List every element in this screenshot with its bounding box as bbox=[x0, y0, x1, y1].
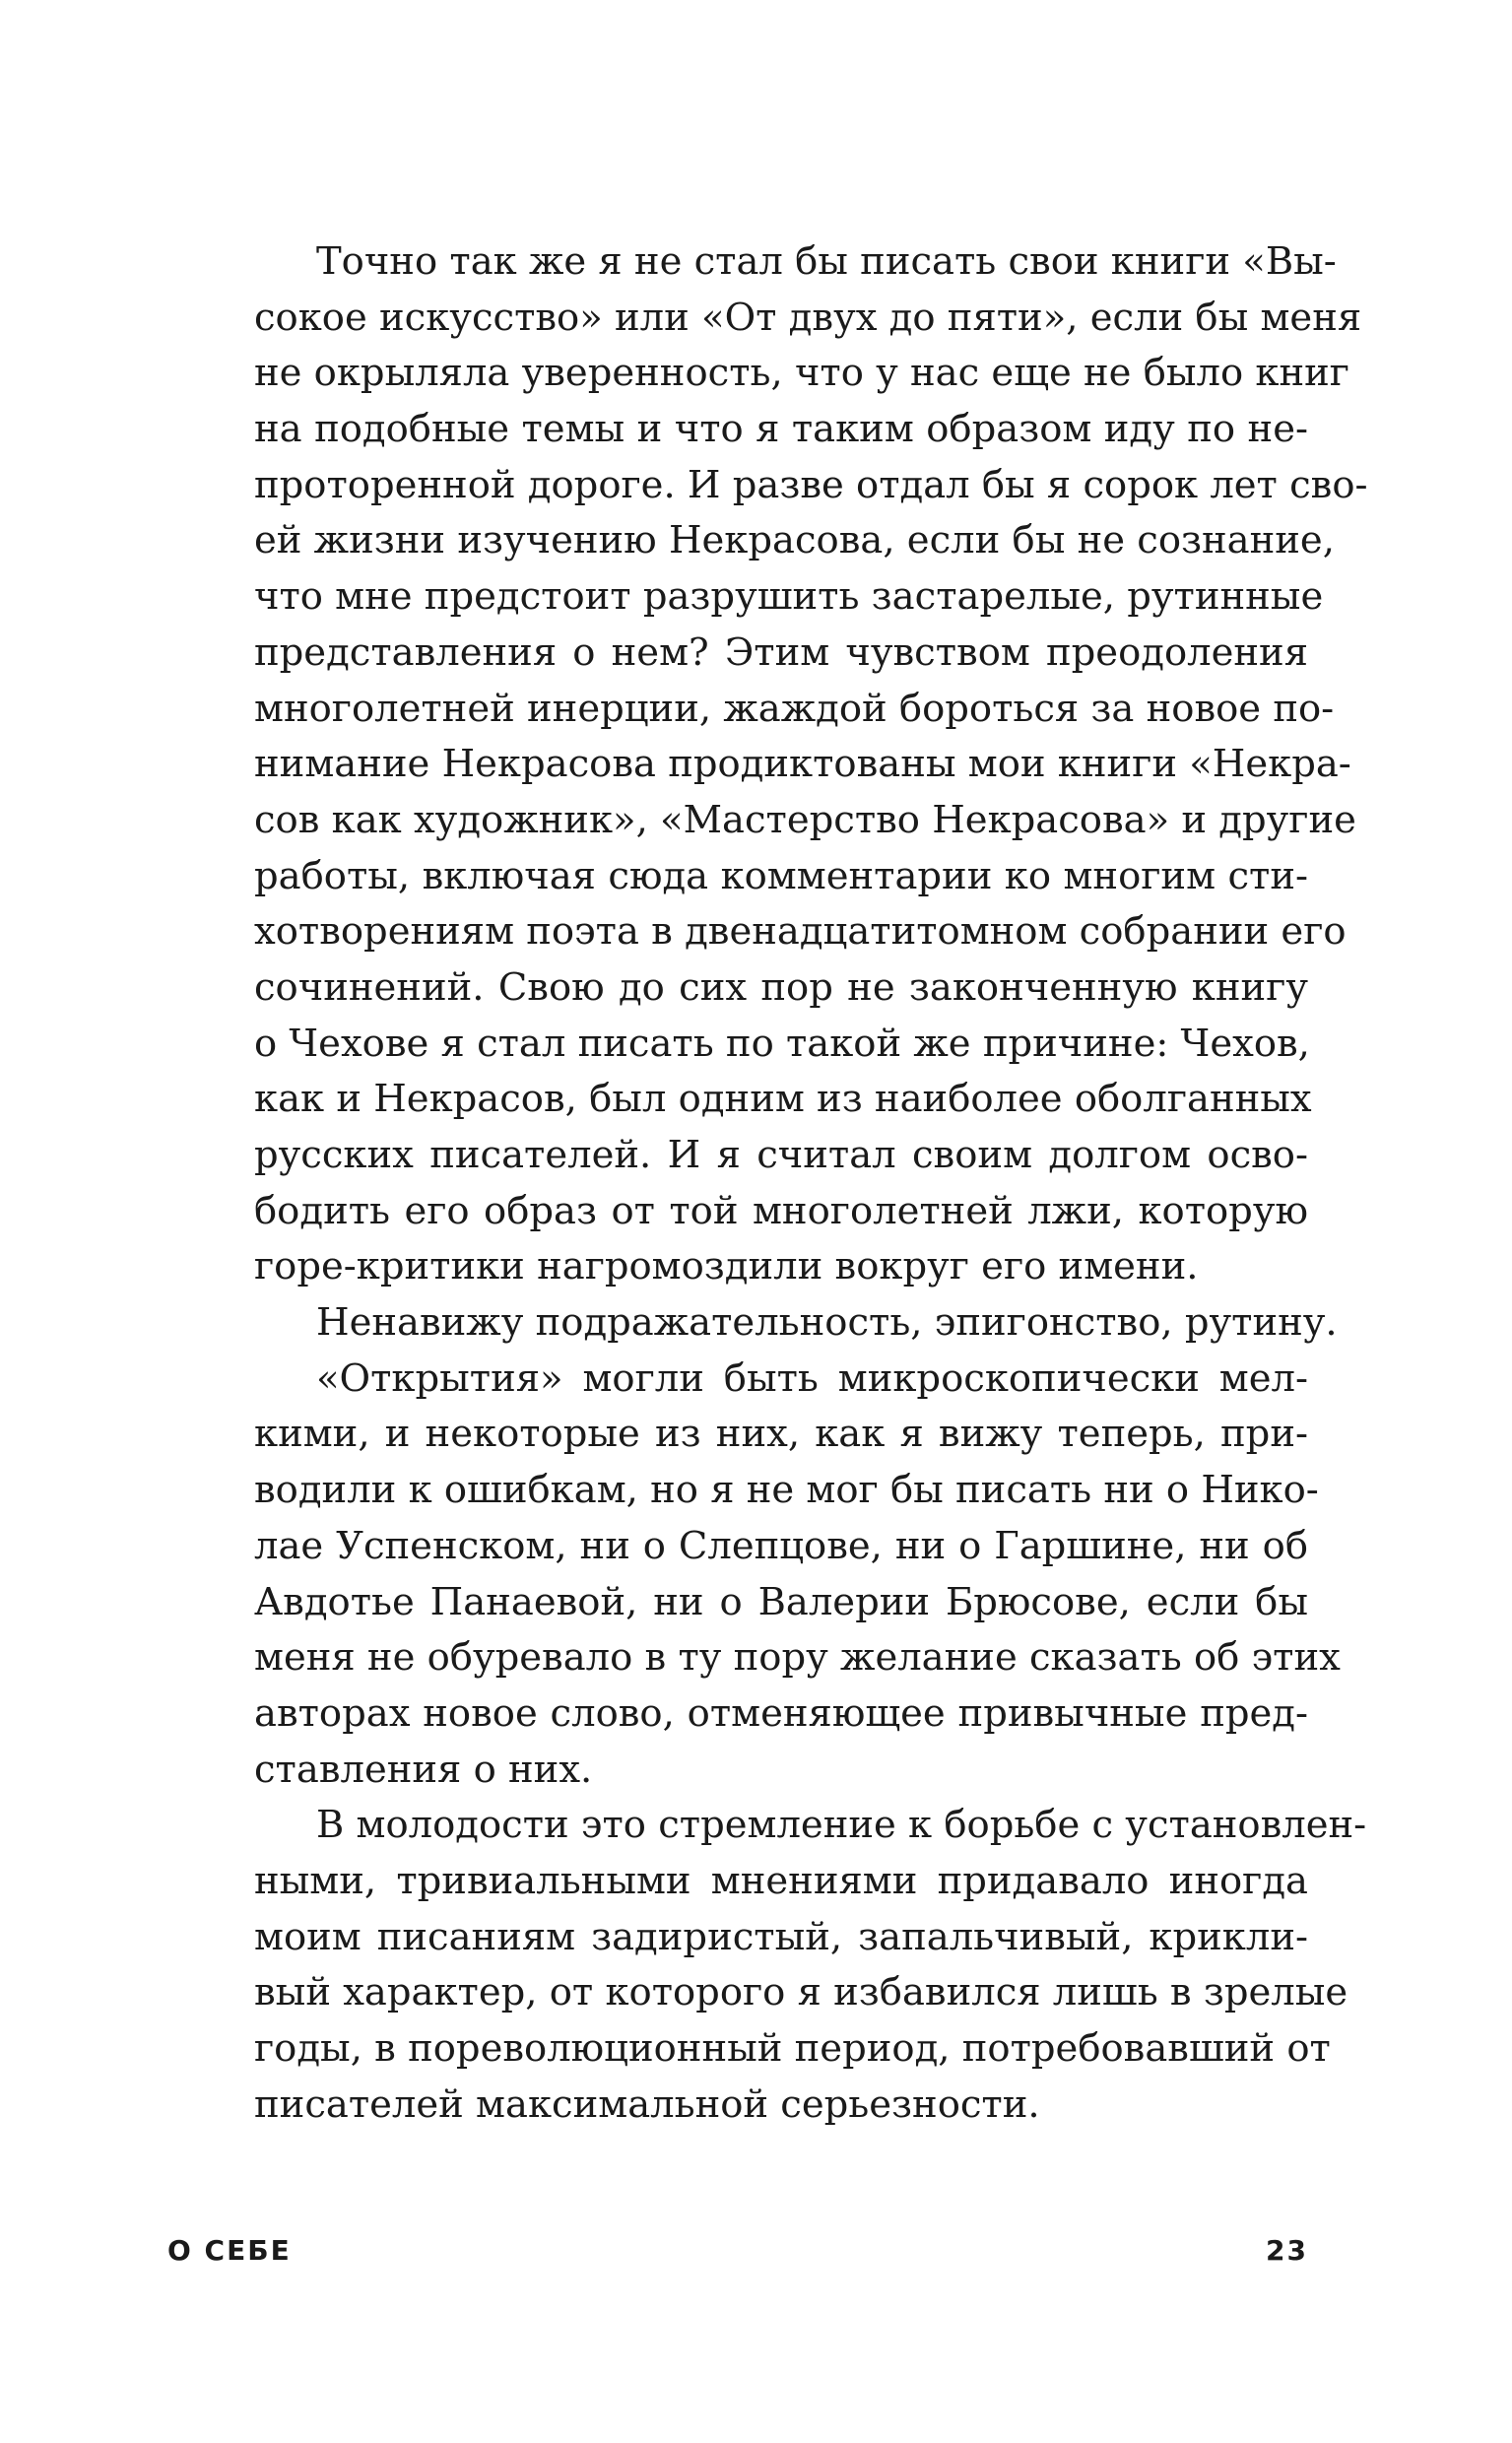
text-line: не окрыляла уверенность, что у нас еще не было книг bbox=[254, 351, 1349, 396]
text-line: Ненавижу подражательность, эпигонство, рутину. bbox=[316, 1300, 1338, 1346]
text-line: на подобные темы и что я таким образом иду по не- bbox=[254, 407, 1308, 452]
text-line: хотворениям поэта в двенадцатитомном собрании его bbox=[254, 909, 1347, 955]
text-line: Авдотье Панаевой, ни о Валерии Брюсове, если бы bbox=[254, 1579, 1308, 1624]
text-line: водили к ошибкам, но я не мог бы писать ни о Нико- bbox=[254, 1468, 1319, 1513]
text-line: ей жизни изучению Некрасова, если бы не сознание, bbox=[254, 518, 1335, 563]
text-line: многолетней инерции, жаждой бороться за новое по- bbox=[254, 686, 1335, 731]
text-line: сокое искусство» или «От двух до пяти», если бы меня bbox=[254, 295, 1362, 340]
page-number: 23 bbox=[1266, 2234, 1308, 2267]
text-line: писателей максимальной серьезности. bbox=[254, 2081, 1040, 2127]
text-line: проторенной дороге. И разве отдал бы я сорок лет сво- bbox=[254, 462, 1368, 507]
text-line: годы, в пореволюционный период, потребовавший от bbox=[254, 2026, 1331, 2071]
text-line: русских писателей. И я считал своим долгом осво- bbox=[254, 1133, 1308, 1177]
text-line: представления о нем? Этим чувством преодоления bbox=[254, 629, 1308, 675]
text-line: вый характер, от которого я избавился лишь в зрелые bbox=[254, 1970, 1348, 2015]
text-line: кими, и некоторые из них, как я вижу теперь, при- bbox=[254, 1412, 1308, 1457]
text-line: сочинений. Свою до сих пор не законченную книгу bbox=[254, 964, 1308, 1010]
text-line: лае Успенском, ни о Слепцове, ни о Гаршине, ни об bbox=[254, 1523, 1308, 1568]
text-line: сов как художник», «Мастерство Некрасова» и другие bbox=[254, 797, 1356, 842]
running-title: О СЕБЕ bbox=[167, 2234, 292, 2267]
text-line: о Чехове я стал писать по такой же причине: Чехов, bbox=[254, 1021, 1310, 1066]
body-text bbox=[254, 234, 1368, 2133]
text-line: работы, включая сюда комментарии ко многим сти- bbox=[254, 853, 1308, 898]
text-line: ными, тривиальными мнениями придавало иногда bbox=[254, 1858, 1308, 1903]
text-line: авторах новое слово, отменяющее привычные пред- bbox=[254, 1690, 1308, 1736]
text-line: как и Некрасов, был одним из наиболее оболганных bbox=[254, 1077, 1312, 1122]
text-line: Точно так же я не стал бы писать свои книги «Вы- bbox=[316, 239, 1337, 284]
text-line: моим писаниям задиристый, запальчивый, крикли- bbox=[254, 1914, 1308, 1959]
text-line: горе-критики нагромоздили вокруг его имени. bbox=[254, 1244, 1199, 1289]
text-line: В молодости это стремление к борьбе с установлен- bbox=[316, 1803, 1367, 1848]
text-line: «Открытия» могли быть микроскопически мел- bbox=[316, 1355, 1308, 1401]
text-line: меня не обуревало в ту пору желание сказать об этих bbox=[254, 1635, 1341, 1681]
text-line: ставления о них. bbox=[254, 1747, 593, 1792]
text-line: что мне предстоит разрушить застарелые, рутинные bbox=[254, 574, 1324, 620]
text-line: нимание Некрасова продиктованы мои книги «Некра- bbox=[254, 742, 1351, 787]
text-line: бодить его образ от той многолетней лжи, которую bbox=[254, 1188, 1308, 1233]
